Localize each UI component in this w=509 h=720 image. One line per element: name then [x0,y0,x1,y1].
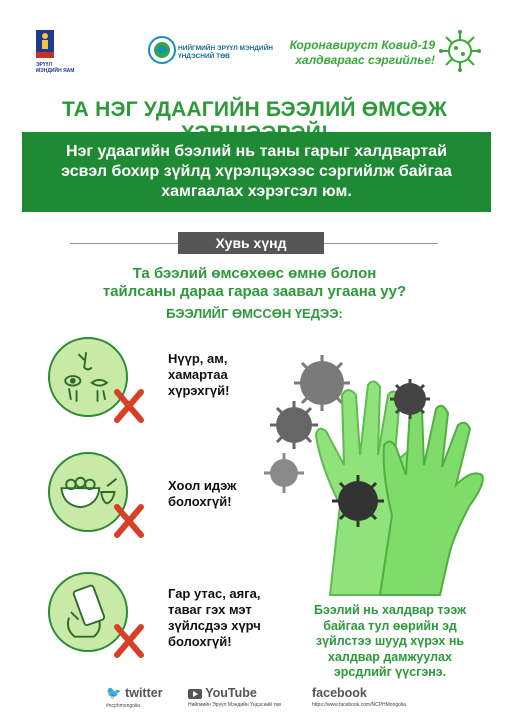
virus-icon [390,379,430,419]
rule-text-objects: Гар утас, аяга, таваг гэх мэт зүйлсдээ хүрч болохгүй! [168,586,261,649]
youtube-channel: Нийгмийн Эрүүл Мэндийн Үндэсний төв [188,702,282,708]
facebook-link[interactable] [312,686,406,708]
info-banner [22,132,491,212]
emblem-icon [36,30,54,60]
gloves-virus-illustration [260,355,509,600]
twitter-label: twitter [125,686,163,700]
subtitle-when-wearing: БЭЭЛИЙГ ӨМССӨН ҮЕДЭЭ: [166,306,343,321]
facebook-url: https://www.facebook.com/NCPHMongolia [312,702,406,708]
rule-text-food: Хоол идэж болохгүй! [168,478,237,509]
glove-icon [316,381,483,595]
virus-icon [264,453,304,493]
covid-slogan: Коронавируст Ковид-19 халдвараас сэргийлье! [289,38,435,67]
banner-text: Нэг удаагийн бээлий нь таны гарыг халдвартай эсвэл бохир зүйлд хүрэлцэхээс сэргийлж байгаа хамгаалах хэрэгсэл юм. [61,143,452,200]
virus-icon [439,30,481,72]
prohibited-x-icon [114,389,144,423]
ncph-logo [148,36,298,72]
section-tag: Хувь хүнд [178,232,324,254]
prohibited-x-icon [114,504,144,538]
twitter-icon: 🐦 [106,686,122,700]
prohibited-x-icon [114,624,144,658]
ncph-circle-icon [148,36,176,64]
subtitle: Та бээлий өмсөхөөс өмнө болон тайлсаны дараа гараа заавал угаана уу? [102,265,407,300]
ministry-logo [36,30,96,74]
main-title: ТА НЭГ УДААГИЙН БЭЭЛИЙ ӨМСӨЖ [61,98,448,121]
youtube-icon [188,689,202,699]
ministry-name: ЭРҮҮЛ МЭНДИЙН ЯАМ [36,62,75,74]
twitter-link[interactable] [106,686,163,709]
warning-note: Бээлий нь халдвар тээж байгаа тул өөрийн эд зүйлстээ шууд хүрэх нь халдвар дамжуулах эрсдлийг үүсгэнэ. [314,603,466,679]
header [0,0,509,88]
youtube-label: YouTube [205,686,257,700]
footer [0,682,509,720]
virus-icon [270,401,318,449]
center-name: НИЙГМИЙН ЭРҮҮЛ МЭНДИЙН ҮНДЭСНИЙ ТӨВ [178,45,273,60]
rule-text-face: Нүүр, ам, хамартаа хүрэхгүй! [168,351,230,398]
twitter-handle: #ncphmongolia [106,703,140,709]
facebook-label: facebook [312,686,367,700]
youtube-link[interactable] [188,686,281,708]
